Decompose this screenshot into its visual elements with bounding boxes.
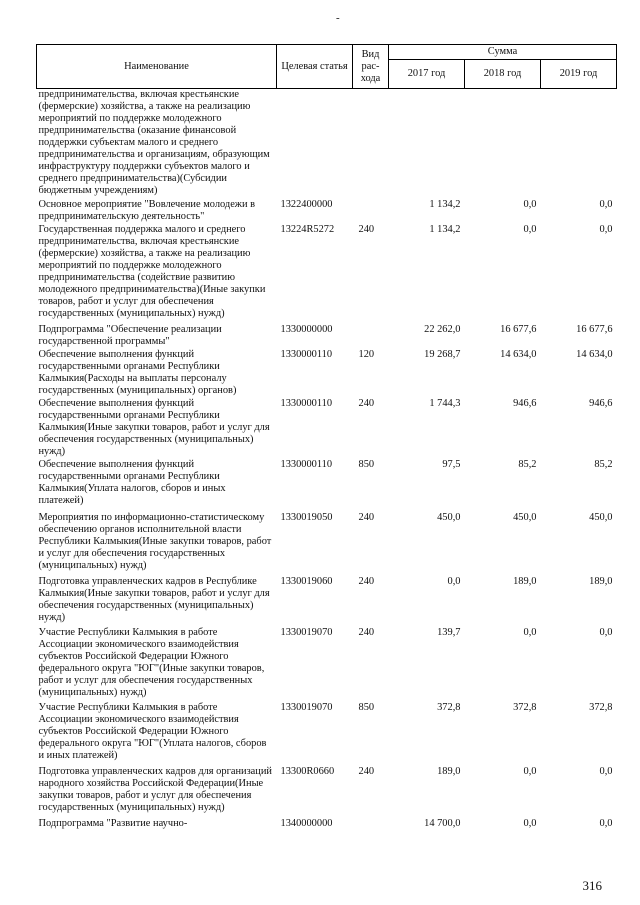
row-name: Подпрограмма "Развитие научно- xyxy=(38,818,188,829)
row-name: Обеспечение выполнения функций государственными органами Республики Калмыкия(Расходы на выплаты персоналу государственных (муниципальных) органов) xyxy=(38,349,237,396)
row-code: 1330000110 xyxy=(280,398,333,409)
row-value-2019: 189,0 xyxy=(589,576,613,587)
row-code: 1330000110 xyxy=(280,349,333,360)
header-2018: 2018 год xyxy=(465,60,541,89)
row-value-2019: 450,0 xyxy=(589,512,613,523)
table-row xyxy=(37,627,617,702)
row-value-2018: 85,2 xyxy=(518,459,537,470)
row-code: 1340000000 xyxy=(280,818,333,829)
table-row xyxy=(37,818,617,830)
row-value-2017: 1 134,2 xyxy=(429,224,461,235)
row-value-2017: 450,0 xyxy=(437,512,461,523)
row-code: 1330019070 xyxy=(280,627,333,638)
table-row xyxy=(37,576,617,627)
row-value-2017 xyxy=(389,89,465,200)
row-kind xyxy=(353,199,389,224)
row-code: 13224R5272 xyxy=(280,224,335,235)
row-code: 1330000000 xyxy=(280,324,333,335)
row-value-2018 xyxy=(465,89,541,200)
row-kind: 240 xyxy=(358,627,375,638)
table-row xyxy=(37,398,617,459)
row-name: Участие Республики Калмыкия в работе Ассоциации экономического взаимодействия субъектов Российской Федерации Южного федерального округа "ЮГ"(Иные закупки товаров, работ и услуг для обеспечения государственных (муниципальных) нужд) xyxy=(38,627,265,698)
row-kind: 850 xyxy=(358,459,375,470)
row-value-2019: 946,6 xyxy=(589,398,613,409)
row-name: Подготовка управленческих кадров в Республике Калмыкия(Иные закупки товаров, работ и услуг для обеспечения государственных (муниципальных) нужд) xyxy=(38,576,270,623)
row-name: Подготовка управленческих кадров для организаций народного хозяйства Российской Федерации(Иные закупки товаров, работ и услуг для обеспечения государственных (муниципальных) нужд) xyxy=(38,766,272,813)
table-row xyxy=(37,459,617,512)
row-code: 1330019060 xyxy=(280,576,333,587)
row-name: Подпрограмма "Обеспечение реализации государственной программы" xyxy=(38,324,222,347)
row-value-2018: 16 677,6 xyxy=(500,324,537,335)
row-name: Обеспечение выполнения функций государственными органами Республики Калмыкия(Иные закупки товаров, работ и услуг для обеспечения государственных (муниципальных) нужд) xyxy=(38,398,270,457)
row-value-2019: 0,0 xyxy=(599,818,613,829)
row-code: 13300R0660 xyxy=(280,766,335,777)
row-kind: 240 xyxy=(358,398,375,409)
table-row xyxy=(37,766,617,818)
header-target: Целевая статья xyxy=(277,45,353,89)
row-value-2019: 372,8 xyxy=(589,702,613,713)
row-value-2019: 0,0 xyxy=(599,766,613,777)
row-kind: 240 xyxy=(358,576,375,587)
row-value-2019: 16 677,6 xyxy=(576,324,613,335)
table-row xyxy=(37,324,617,349)
row-value-2017: 372,8 xyxy=(437,702,461,713)
header-2019: 2019 год xyxy=(541,60,617,89)
table-row xyxy=(37,512,617,576)
row-kind xyxy=(353,324,389,349)
row-value-2018: 0,0 xyxy=(523,766,537,777)
row-code: 1330019070 xyxy=(280,702,333,713)
row-kind: 240 xyxy=(358,766,375,777)
row-value-2019: 0,0 xyxy=(599,224,613,235)
row-code: 1330000110 xyxy=(280,459,333,470)
row-kind: 120 xyxy=(358,349,375,360)
page-number: 316 xyxy=(582,878,602,893)
table-row xyxy=(37,702,617,766)
row-name: Участие Республики Калмыкия в работе Ассоциации экономического взаимодействия субъектов Российской Федерации Южного федерального округа "ЮГ"(Уплата налогов, сборов и иных платежей) xyxy=(38,702,267,761)
table-row xyxy=(37,89,617,200)
row-kind: 240 xyxy=(358,512,375,523)
row-value-2017: 0,0 xyxy=(447,576,461,587)
header-2017: 2017 год xyxy=(389,60,465,89)
row-value-2017: 22 262,0 xyxy=(424,324,461,335)
row-value-2017: 1 134,2 xyxy=(429,199,461,210)
row-name: предпринимательства, включая крестьянские (фермерские) хозяйства, а также на реализацию мероприятий по поддержке молодежного предпринимательства (оказание финансовой поддержки субъектам малого и среднего предпринимательства и организациям, образующим инфраструктуру поддержки субъектов малого и среднего предпринимательства)(Субсидии бюджетным учреждениям) xyxy=(38,89,270,196)
row-value-2018: 0,0 xyxy=(523,627,537,638)
row-name: Мероприятия по информационно-статистическому обеспечению органов исполнительной власти Республики Калмыкия(Иные закупки товаров, работ и услуг для обеспечения государственных (муниципальных) нужд) xyxy=(38,512,272,571)
row-kind: 240 xyxy=(358,224,375,235)
header-sum: Сумма xyxy=(389,45,617,60)
row-name: Государственная поддержка малого и среднего предпринимательства, включая крестьянские (фермерские) хозяйства, а также на реализацию мероприятий по поддержке молодежного предпринимательства (содействие развитию молодежного предпринимательства)(Иные закупки товаров, работ и услуг для обеспечения государственных (муниципальных) нужд) xyxy=(38,224,266,319)
row-value-2018: 946,6 xyxy=(513,398,537,409)
header-kind: Вид рас-хода xyxy=(353,45,389,89)
row-code xyxy=(277,89,353,200)
row-value-2018: 450,0 xyxy=(513,512,537,523)
row-name: Обеспечение выполнения функций государственными органами Республики Калмыкия(Уплата налогов, сборов и иных платежей) xyxy=(38,459,226,506)
row-value-2018: 0,0 xyxy=(523,224,537,235)
row-value-2019: 0,0 xyxy=(599,627,613,638)
table-row xyxy=(37,224,617,324)
header-name: Наименование xyxy=(37,45,277,89)
row-code: 1322400000 xyxy=(280,199,333,210)
row-kind xyxy=(353,89,389,200)
row-value-2017: 97,5 xyxy=(442,459,461,470)
row-kind xyxy=(353,818,389,830)
row-value-2018: 14 634,0 xyxy=(500,349,537,360)
row-value-2019: 0,0 xyxy=(599,199,613,210)
row-value-2017: 189,0 xyxy=(437,766,461,777)
header-mark: - xyxy=(336,12,340,24)
row-value-2017: 1 744,3 xyxy=(429,398,461,409)
row-value-2018: 372,8 xyxy=(513,702,537,713)
row-value-2017: 14 700,0 xyxy=(424,818,461,829)
row-value-2017: 139,7 xyxy=(437,627,461,638)
row-value-2019: 85,2 xyxy=(594,459,613,470)
row-value-2018: 0,0 xyxy=(523,199,537,210)
row-name: Основное мероприятие "Вовлечение молодежи в предпринимательскую деятельность" xyxy=(38,199,256,222)
table-row xyxy=(37,349,617,398)
row-kind: 850 xyxy=(358,702,375,713)
row-code: 1330019050 xyxy=(280,512,333,523)
row-value-2018: 0,0 xyxy=(523,818,537,829)
row-value-2019: 14 634,0 xyxy=(576,349,613,360)
row-value-2018: 189,0 xyxy=(513,576,537,587)
row-value-2017: 19 268,7 xyxy=(424,349,461,360)
budget-table xyxy=(36,44,617,830)
row-value-2019 xyxy=(541,89,617,200)
table-row xyxy=(37,199,617,224)
